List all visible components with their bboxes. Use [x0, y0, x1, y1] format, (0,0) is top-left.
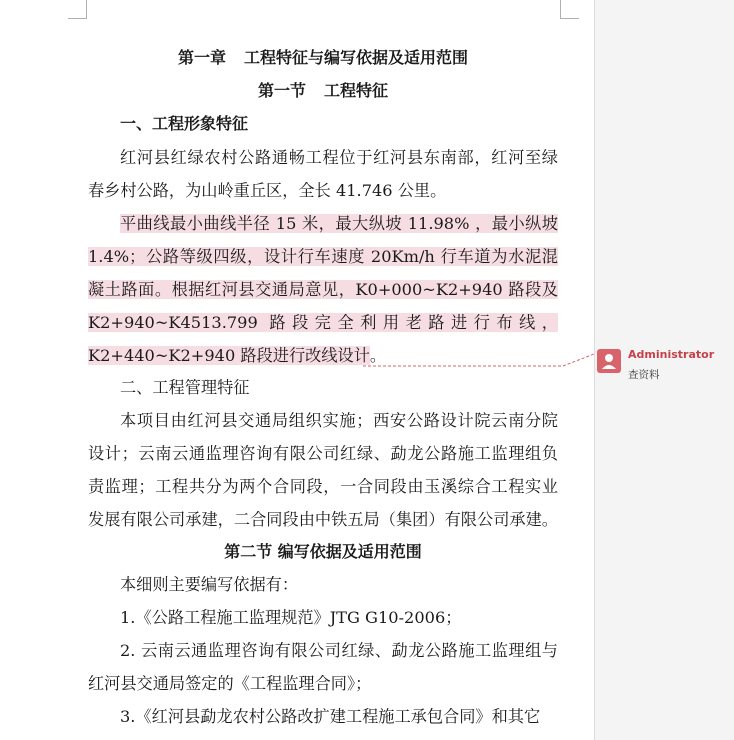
paragraph-3-line-2: 设计；云南云通监理咨询有限公司红绿、勐龙公路施工监理组负 — [88, 444, 558, 463]
list-item-3: 3.《红河县勐龙农村公路改扩建工程施工承包合同》和其它 — [120, 707, 541, 726]
comment-text[interactable]: 查资料 — [628, 369, 660, 381]
section-1-title: 第一节 工程特征 — [257, 81, 389, 100]
comment-author: Administrator — [628, 348, 715, 361]
paragraph-3-line-4: 发展有限公司承建，二合同段由中铁五局（集团）有限公司承建。 — [88, 510, 558, 529]
chapter-title: 第一章 工程特征与编写依据及适用范围 — [177, 48, 469, 67]
paragraph-1-line-2: 春乡村公路，为山岭重丘区，全长 41.746 公里。 — [88, 181, 447, 200]
highlighted-line-2: 1.4%；公路等级四级，设计行车速度 20Km/h 行车道为水泥混 — [88, 247, 558, 266]
highlight-end-punctuation: 。 — [369, 346, 387, 365]
highlighted-line-1: 平曲线最小曲线半径 15 米，最大纵坡 11.98% ，最小纵坡 — [120, 214, 558, 233]
highlighted-line-5[interactable]: K2+440~K2+940 路段进行改线设计。 — [88, 346, 387, 365]
comment-card[interactable] — [597, 346, 731, 382]
crop-mark-top-left — [68, 0, 87, 19]
crop-mark-top-right — [560, 0, 579, 19]
paragraph-1-line-1: 红河县红绿农村公路通畅工程位于红河县东南部，红河至绿 — [120, 148, 558, 167]
paragraph-3-line-1: 本项目由红河县交通局组织实施；西安公路设计院云南分院 — [120, 411, 558, 430]
list-item-1: 1.《公路工程施工监理规范》JTG G10-2006； — [120, 608, 462, 627]
comment-connector-line — [363, 352, 594, 368]
paragraph-3-line-3: 责监理；工程共分为两个合同段，一合同段由玉溪综合工程实业 — [88, 477, 558, 496]
section-2-title: 第二节 编写依据及适用范围 — [224, 542, 422, 561]
subheading-2: 二、工程管理特征 — [120, 378, 250, 397]
user-avatar-icon — [597, 349, 621, 373]
highlighted-line-3: 凝土路面。根据红河县交通局意见，K0+000~K2+940 路段及 — [88, 280, 558, 299]
list-item-2-line-2: 红河县交通局签定的《工程监理合同》； — [88, 674, 372, 693]
subheading-1: 一、工程形象特征 — [120, 114, 249, 133]
paragraph-4: 本细则主要编写依据有： — [120, 575, 299, 594]
list-item-2-line-1: 2. 云南云通监理咨询有限公司红绿、勐龙公路施工监理组与 — [120, 641, 558, 660]
highlighted-line-4: K2+940~K4513.799 路段完全利用老路进行布线， — [88, 313, 558, 332]
